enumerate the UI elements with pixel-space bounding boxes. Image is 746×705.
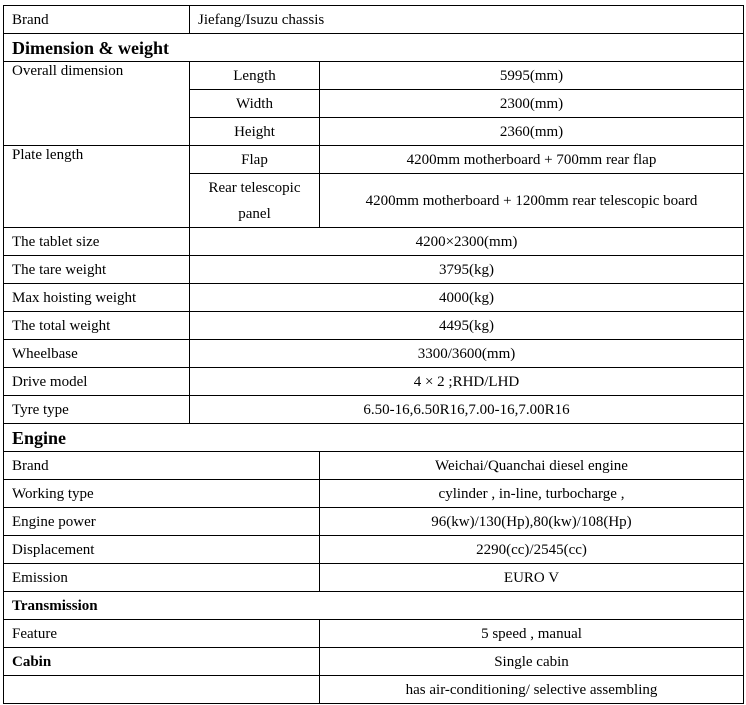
table-row [4, 284, 744, 312]
feature-label: Feature [4, 620, 320, 648]
spec-value: 4200×2300(mm) [190, 228, 744, 256]
table-row [4, 368, 744, 396]
section-title-transmission: Transmission [4, 592, 744, 620]
engine-label: Emission [4, 564, 320, 592]
section-row [4, 34, 744, 62]
spec-label: The total weight [4, 312, 190, 340]
spec-value: 4 × 2 ;RHD/LHD [190, 368, 744, 396]
spec-table [3, 5, 744, 704]
engine-value: Weichai/Quanchai diesel engine [320, 452, 744, 480]
engine-label: Displacement [4, 536, 320, 564]
section-title-dimension: Dimension & weight [4, 34, 744, 62]
spec-label: Tyre type [4, 396, 190, 424]
table-row [4, 228, 744, 256]
engine-value: EURO V [320, 564, 744, 592]
height-label: Height [190, 118, 320, 146]
spec-value: 3795(kg) [190, 256, 744, 284]
feature-value: 5 speed , manual [320, 620, 744, 648]
table-row [4, 536, 744, 564]
plate-length-label: Plate length [4, 146, 190, 228]
table-row [4, 508, 744, 536]
spec-label: Wheelbase [4, 340, 190, 368]
spec-label: The tare weight [4, 256, 190, 284]
cabin-extra-value: has air-conditioning/ selective assembling [320, 676, 744, 704]
spec-value: 4000(kg) [190, 284, 744, 312]
flap-value: 4200mm motherboard + 700mm rear flap [320, 146, 744, 174]
table-row [4, 676, 744, 704]
table-row [4, 396, 744, 424]
length-value: 5995(mm) [320, 62, 744, 90]
engine-label: Brand [4, 452, 320, 480]
spec-value: 6.50-16,6.50R16,7.00-16,7.00R16 [190, 396, 744, 424]
engine-value: 2290(cc)/2545(cc) [320, 536, 744, 564]
spec-label: Drive model [4, 368, 190, 396]
table-row [4, 146, 744, 174]
telescopic-value: 4200mm motherboard + 1200mm rear telescopic board [320, 174, 744, 228]
engine-label: Engine power [4, 508, 320, 536]
section-title-cabin: Cabin [4, 648, 320, 676]
table-row [4, 452, 744, 480]
table-row [4, 312, 744, 340]
overall-dimension-label: Overall dimension [4, 62, 190, 146]
spec-value: 3300/3600(mm) [190, 340, 744, 368]
telescopic-label: Rear telescopic panel [190, 174, 320, 228]
spec-label: The tablet size [4, 228, 190, 256]
height-value: 2360(mm) [320, 118, 744, 146]
table-row [4, 480, 744, 508]
table-row [4, 648, 744, 676]
spec-value: 4495(kg) [190, 312, 744, 340]
flap-label: Flap [190, 146, 320, 174]
section-row [4, 592, 744, 620]
width-value: 2300(mm) [320, 90, 744, 118]
engine-value: cylinder , in-line, turbocharge , [320, 480, 744, 508]
brand-value: Jiefang/Isuzu chassis [190, 6, 744, 34]
table-row [4, 62, 744, 90]
spec-label: Max hoisting weight [4, 284, 190, 312]
length-label: Length [190, 62, 320, 90]
cabin-extra-label [4, 676, 320, 704]
table-row [4, 256, 744, 284]
cabin-value: Single cabin [320, 648, 744, 676]
width-label: Width [190, 90, 320, 118]
engine-value: 96(kw)/130(Hp),80(kw)/108(Hp) [320, 508, 744, 536]
table-row [4, 340, 744, 368]
section-row [4, 424, 744, 452]
table-row [4, 620, 744, 648]
table-row [4, 6, 744, 34]
table-row [4, 564, 744, 592]
engine-label: Working type [4, 480, 320, 508]
section-title-engine: Engine [4, 424, 744, 452]
brand-label: Brand [4, 6, 190, 34]
